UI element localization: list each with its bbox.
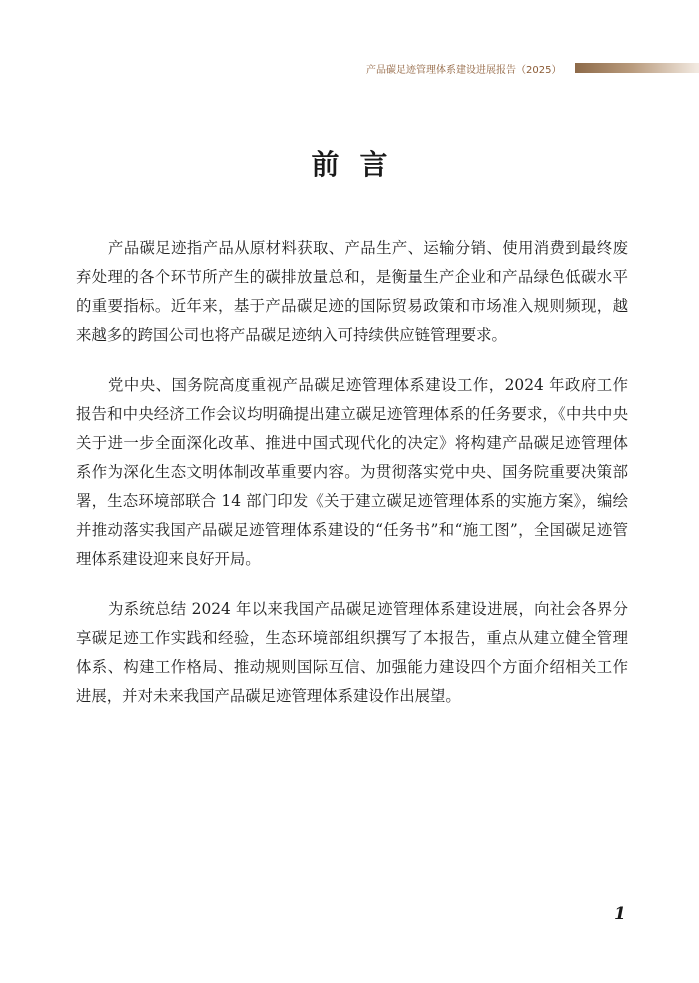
page-number: 1 <box>614 904 626 924</box>
running-header <box>0 60 699 78</box>
header-decorative-bar <box>575 63 699 73</box>
running-header-title: 产品碳足迹管理体系建设进展报告（2025） <box>366 65 562 76</box>
paragraph-2: 党中央、国务院高度重视产品碳足迹管理体系建设工作，2024 年政府工作报告和中央经济工作会议均明确提出建立碳足迹管理体系的任务要求，《中共中央关于进一步全面深化改革、推进中国式现代化的决定》将构建产品碳足迹管理体系作为深化生态文明体制改革重要内容。为贯彻落实党中央、国务院重要决策部署，生态环境部联合 14 部门印发《关于建立碳足迹管理体系的实施方案》，编绘并推动落实我国产品碳足迹管理体系建设的“任务书”和“施工图”，全国碳足迹管理体系建设迎来良好开局。 <box>76 376 628 568</box>
page-title: 前言 <box>311 148 408 181</box>
paragraph-3: 为系统总结 2024 年以来我国产品碳足迹管理体系建设进展，向社会各界分享碳足迹工作实践和经验，生态环境部组织撰写了本报告，重点从建立健全管理体系、构建工作格局、推动规则国际互信、加强能力建设四个方面介绍相关工作进展，并对未来我国产品碳足迹管理体系建设作出展望。 <box>76 600 628 705</box>
paragraph-1: 产品碳足迹指产品从原材料获取、产品生产、运输分销、使用消费到最终废弃处理的各个环节所产生的碳排放量总和，是衡量生产企业和产品绿色低碳水平的重要指标。近年来，基于产品碳足迹的国际贸易政策和市场准入规则频现，越来越多的跨国公司也将产品碳足迹纳入可持续供应链管理要求。 <box>76 239 628 344</box>
body-text <box>76 234 628 732</box>
